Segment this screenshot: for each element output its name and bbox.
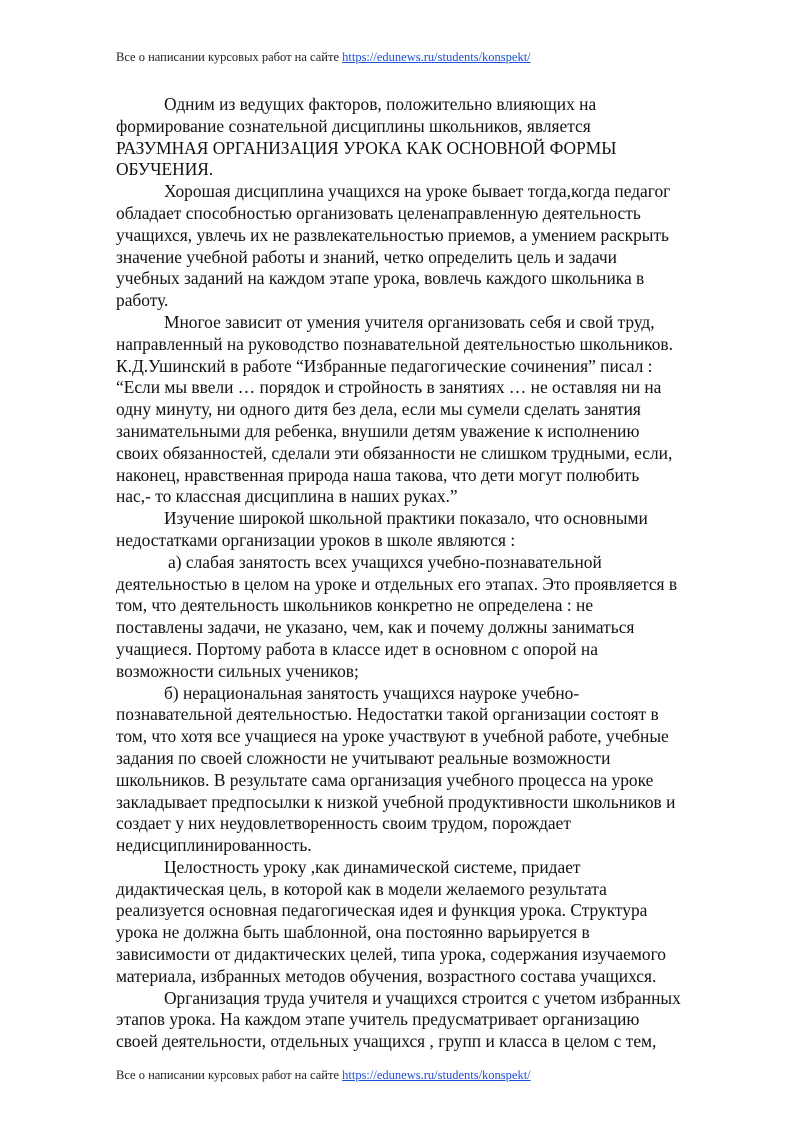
text-line: занимательными для ребенка, внушили детям уважение к исполнению <box>116 420 640 441</box>
text-line: том, что хотя все учащиеся на уроке участвуют в учебной работе, учебные <box>116 726 669 747</box>
text-line: формирование сознательной дисциплины школьников, является <box>116 115 591 136</box>
text-line: возможности сильных учеников; <box>116 660 359 681</box>
text-line: Изучение широкой школьной практики показало, что основными <box>164 508 648 529</box>
text-line: познавательной деятельностью. Недостатки такой организации состоят в <box>116 704 659 725</box>
text-line: недостатками организации уроков в школе являются : <box>116 529 516 550</box>
footer-link[interactable]: https://edunews.ru/students/konspekt/ <box>342 1068 531 1082</box>
text-line: создает у них неудовлетворенность своим трудом, порождает <box>116 813 571 834</box>
text-line: дидактическая цель, в которой как в модели желаемого результата <box>116 878 607 899</box>
text-line: К.Д.Ушинский в работе “Избранные педагогические сочинения” писал : <box>116 355 653 376</box>
text-line: нас,- то классная дисциплина в наших руках.” <box>116 486 458 507</box>
text-line: Организация труда учителя и учащихся строится с учетом избранных <box>164 987 681 1008</box>
text-line: Хорошая дисциплина учащихся на уроке бывает тогда,когда педагог <box>164 181 671 202</box>
text-line: учащихся, увлечь их не развлекательностью приемов, а умением раскрыть <box>116 224 669 245</box>
text-line: значение учебной работы и знаний, четко определить цель и задачи <box>116 246 617 267</box>
header-text: Все о написании курсовых работ на сайте <box>116 50 343 64</box>
text-line: своих обязанностей, сделали эти обязанности не слишком трудными, если, <box>116 442 673 463</box>
footer-text: Все о написании курсовых работ на сайте <box>116 1068 343 1082</box>
text-line: Одним из ведущих факторов, положительно влияющих на <box>164 94 597 114</box>
text-line: школьников. В результате сама организация учебного процесса на уроке <box>116 769 654 790</box>
text-line: Многое зависит от умения учителя организовать себя и свой труд, <box>164 311 655 332</box>
page-header <box>116 50 531 65</box>
text-line: недисциплинированность. <box>116 835 312 856</box>
text-line: этапов урока. На каждом этапе учитель предусматривает организацию <box>116 1009 640 1030</box>
text-line: б) нерациональная занятость учащихся науроке учебно- <box>164 682 580 703</box>
text-line: ОБУЧЕНИЯ. <box>116 159 214 180</box>
text-line: поставлены задачи, не указано, чем, как и почему должны заниматься <box>116 617 635 638</box>
text-line: одну минуту, ни одного дитя без дела, если мы сумели сделать занятия <box>116 399 641 420</box>
text-line: зависимости от дидактических целей, типа урока, содержания изучаемого <box>116 944 666 965</box>
text-line: урока не должна быть шаблонной, она постоянно варьируется в <box>116 922 590 943</box>
text-line: а) слабая занятость всех учащихся учебно-познавательной <box>168 551 602 572</box>
text-line: том, что деятельность школьников конкретно не определена : не <box>116 595 594 616</box>
text-line: учащиеся. Портому работа в классе идет в основном с опорой на <box>116 638 598 659</box>
text-line: Целостность уроку ,как динамической системе, придает <box>164 856 581 877</box>
text-line: реализуется основная педагогическая идея и функция урока. Структура <box>116 900 648 921</box>
text-line: РАЗУМНАЯ ОРГАНИЗАЦИЯ УРОКА КАК ОСНОВНОЙ ФОРМЫ <box>116 137 617 158</box>
text-line: наконец, нравственная природа наша такова, что дети могут полюбить <box>116 464 640 485</box>
text-line: своей деятельности, отдельных учащихся , групп и класса в целом с тем, <box>116 1031 657 1052</box>
text-line: задания по своей сложности не учитывают реальные возможности <box>116 747 611 768</box>
text-line: деятельностью в целом на уроке и отдельных его этапах. Это проявляется в <box>116 573 678 594</box>
document-body <box>116 94 728 1053</box>
text-line: материала, избранных методов обучения, возрастного состава учащихся. <box>116 965 657 986</box>
text-line: направленный на руководство познавательной деятельностью школьников. <box>116 333 673 354</box>
text-line: учебных заданий на каждом этапе урока, вовлечь каждого школьника в <box>116 268 645 289</box>
text-line: “Если мы ввели … порядок и стройность в занятиях … не оставляя ни на <box>116 377 662 398</box>
header-link[interactable]: https://edunews.ru/students/konspekt/ <box>342 50 531 64</box>
text-line: закладывает предпосылки к низкой учебной продуктивности школьников и <box>116 791 676 812</box>
text-line: работу. <box>116 290 169 311</box>
page-footer <box>116 1068 531 1083</box>
text-line: обладает способностью организовать целенаправленную деятельность <box>116 202 641 223</box>
